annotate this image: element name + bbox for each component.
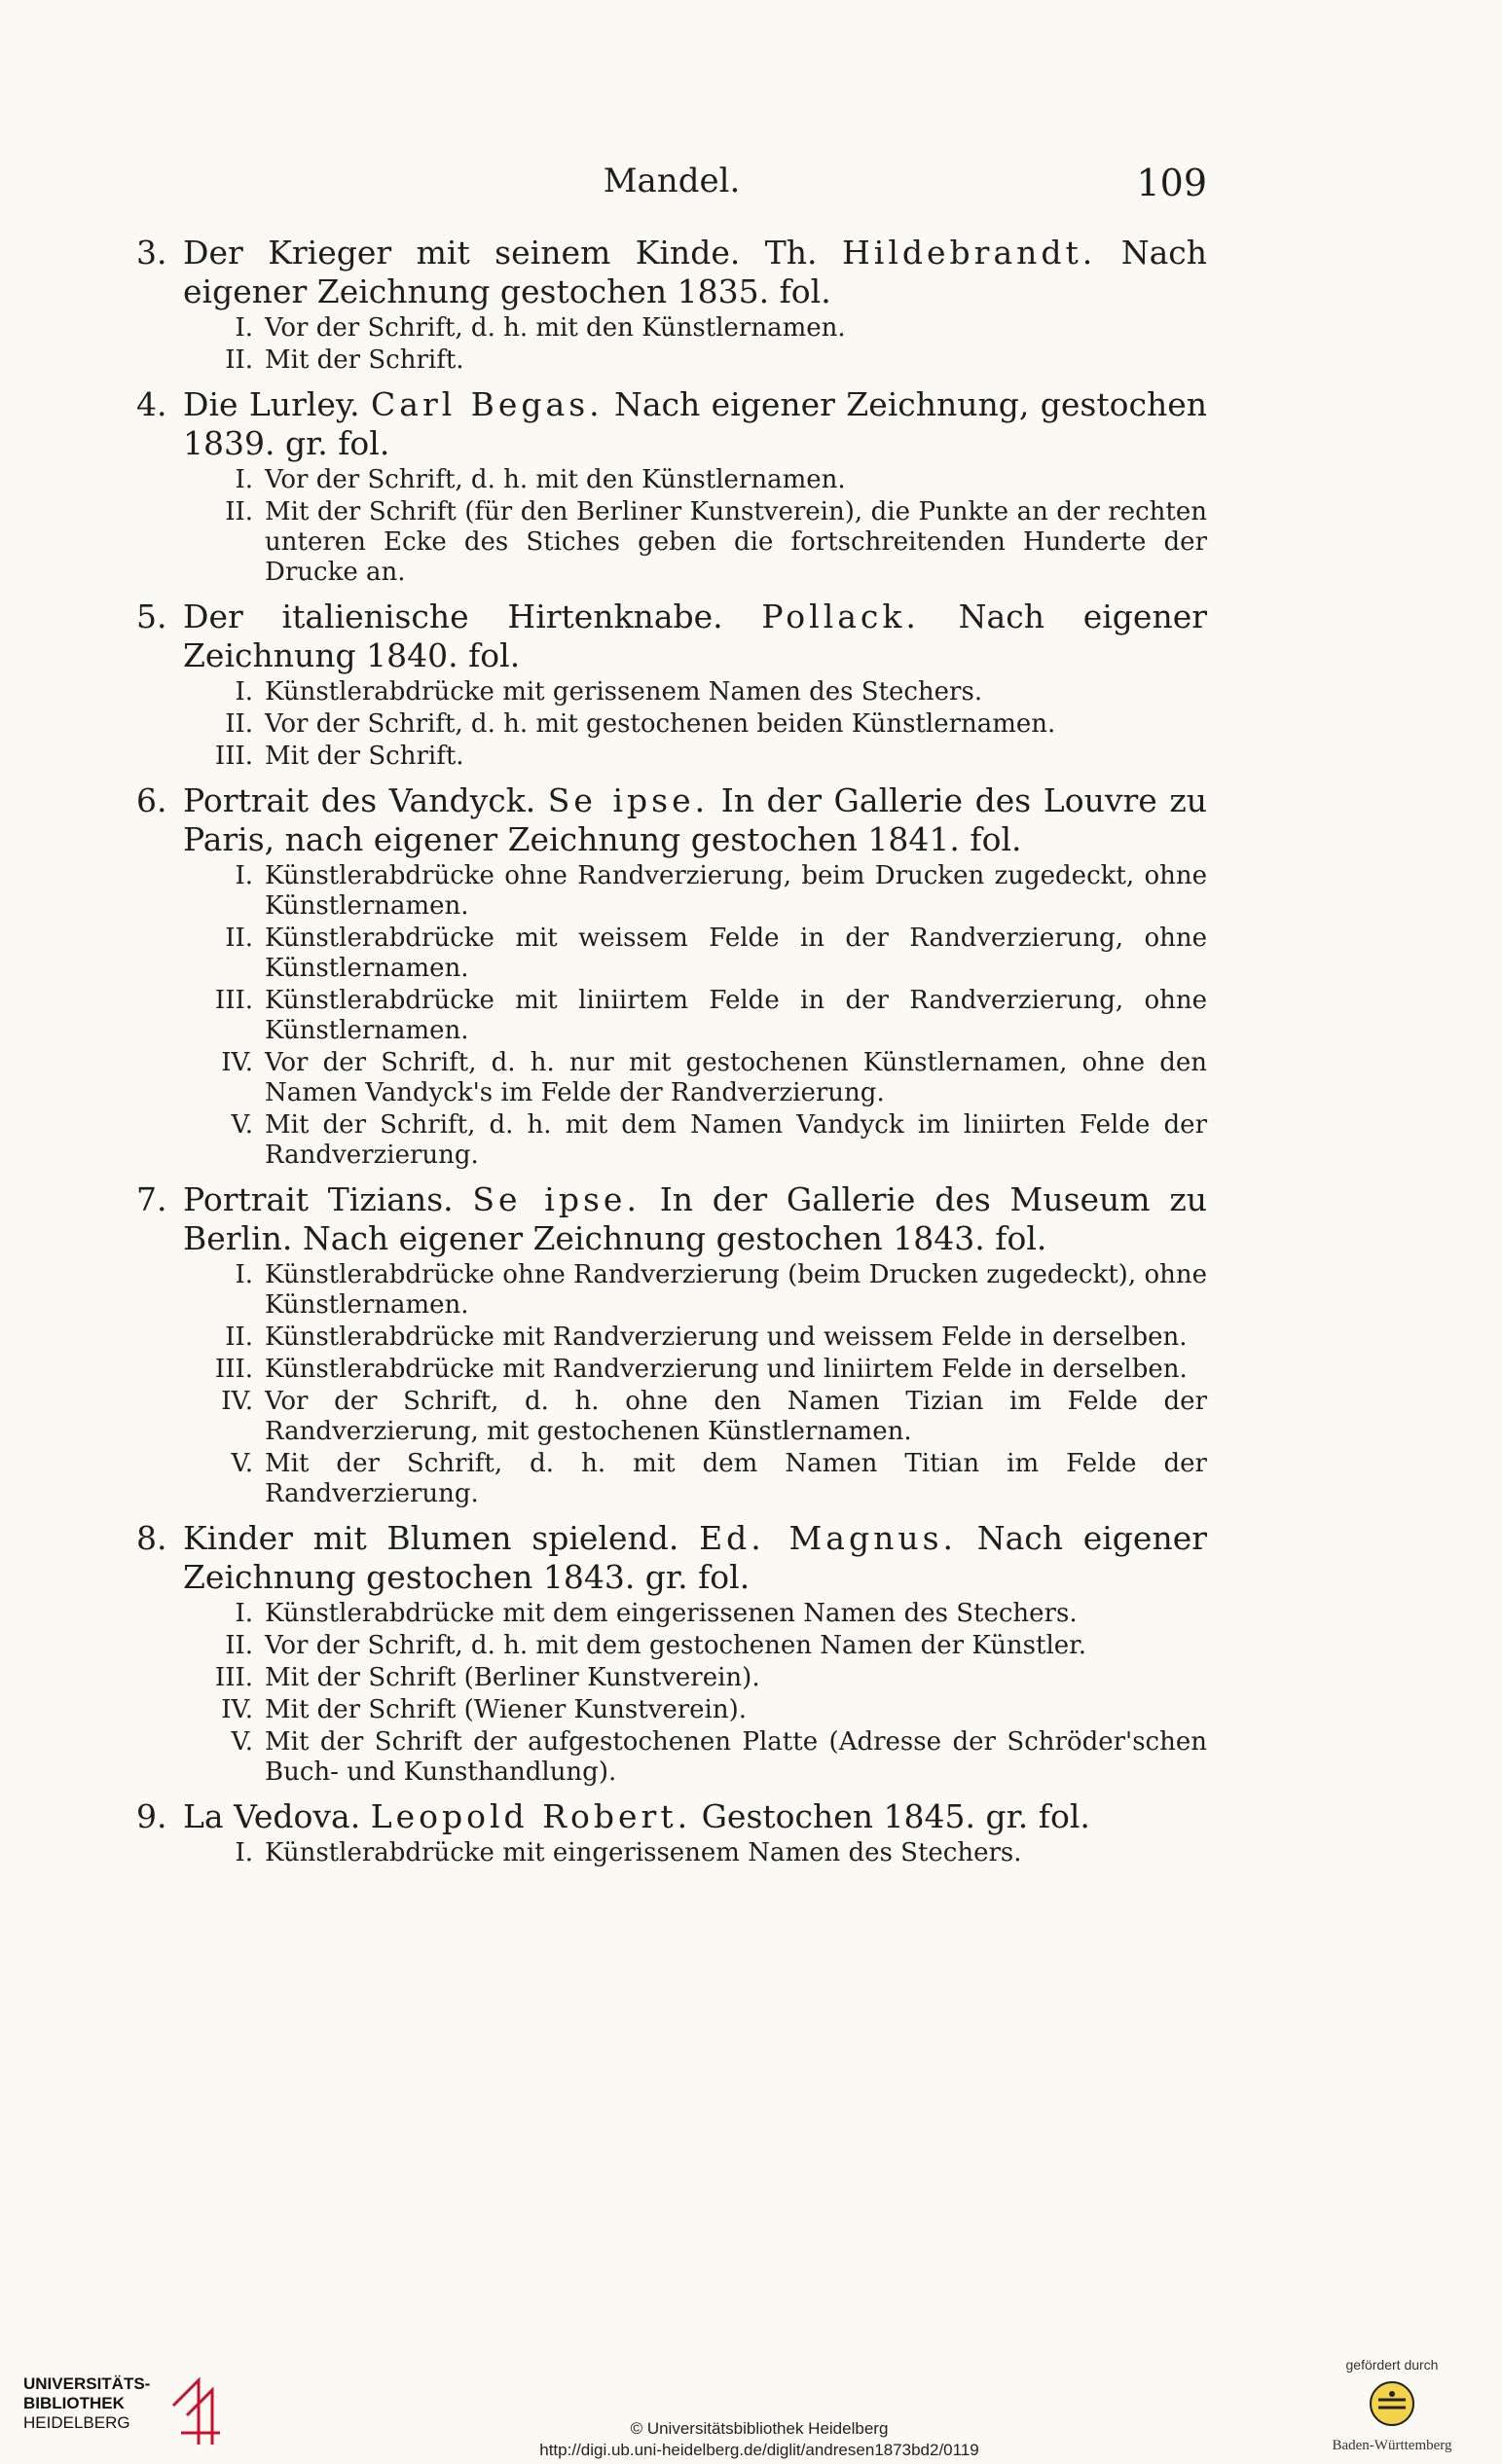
state-text: Künstlerabdrücke mit Randverzierung und liniirtem Felde in derselben. (265, 1355, 1188, 1384)
artist-name: Se ipse. (472, 1180, 641, 1218)
state-item (195, 1727, 1207, 1788)
running-title: Mandel. (603, 162, 741, 200)
state-text: Künstlerabdrücke mit liniirtem Felde in der Randverzierung, ohne Künstlernamen. (265, 986, 1207, 1045)
state-number: I. (235, 1599, 253, 1628)
catalogue-entry (136, 234, 1207, 376)
entry-number: 3. (136, 234, 167, 272)
state-text: Mit der Schrift (Berliner Kunstverein). (265, 1663, 760, 1692)
state-text: Vor der Schrift, d. h. mit dem gestochenen Namen der Künstler. (265, 1631, 1087, 1660)
state-list (195, 313, 1207, 376)
state-text: Mit der Schrift (für den Berliner Kunstverein), die Punkte an der rechten unteren Ecke des Stiches geben die fortschreitenden Hunderte der Drucke an. (265, 497, 1207, 587)
state-number: II. (225, 1323, 253, 1352)
state-text: Mit der Schrift. (265, 345, 464, 375)
entry-number: 5. (136, 598, 167, 635)
catalogue-entry (136, 781, 1207, 1171)
state-text: Vor der Schrift, d. h. nur mit gestochenen Künstlernamen, ohne den Namen Vandyck's im Felde der Randverzierung. (265, 1048, 1207, 1107)
state-number: IV. (221, 1387, 253, 1416)
state-number: V. (231, 1110, 253, 1140)
state-number: I. (235, 677, 253, 707)
state-item (195, 677, 1207, 707)
funder-name: Baden-Württemberg (1332, 2438, 1452, 2453)
entry-number: 6. (136, 781, 167, 819)
state-text: Künstlerabdrücke mit weissem Felde in der Randverzierung, ohne Künstlernamen. (265, 924, 1207, 983)
catalogue-entries (136, 234, 1207, 1878)
state-text: Künstlerabdrücke mit gerissenem Namen des Stechers. (265, 677, 983, 707)
artist-name: Leopold Robert. (370, 1797, 692, 1835)
entry-number: 7. (136, 1180, 167, 1218)
state-item (195, 742, 1207, 772)
funder-block (1304, 2357, 1480, 2454)
state-number: III. (214, 986, 253, 1015)
state-list (195, 465, 1207, 588)
title-segment: Kinder mit Blumen spielend. (183, 1519, 700, 1557)
title-segment: La Vedova. (183, 1797, 371, 1835)
state-text: Mit der Schrift, d. h. mit dem Namen Vandyck im liniirten Felde der Randverzierung. (265, 1110, 1207, 1170)
page-number: 109 (1136, 162, 1207, 204)
state-number: I. (235, 313, 253, 343)
state-list (195, 677, 1207, 772)
entry-title-text (183, 781, 1207, 859)
state-number: III. (214, 1663, 253, 1692)
state-number: IV. (221, 1695, 253, 1724)
artist-name: Pollack. (761, 598, 920, 635)
title-segment: Gestochen 1845. gr. fol. (691, 1797, 1090, 1835)
state-item (195, 465, 1207, 495)
state-number: I. (235, 465, 253, 494)
title-segment: Portrait des Vandyck. (183, 781, 548, 819)
state-item (195, 313, 1207, 344)
entry-title-text (183, 1519, 1207, 1597)
state-number: II. (225, 497, 253, 526)
state-number: II. (225, 1631, 253, 1660)
state-number: II. (225, 709, 253, 739)
entry-title-text (183, 385, 1207, 463)
title-segment: Die Lurley. (183, 385, 372, 423)
state-number: II. (225, 924, 253, 953)
copyright-line: © Universitätsbibliothek Heidelberg (630, 2419, 889, 2438)
state-number: III. (214, 1355, 253, 1384)
state-item (195, 497, 1207, 588)
state-number: IV. (221, 1048, 253, 1077)
digitization-credit (448, 2418, 1071, 2461)
state-list (195, 861, 1207, 1171)
state-text: Vor der Schrift, d. h. ohne den Namen Tizian im Felde der Randverzierung, mit gestochenen Künstlernamen. (265, 1387, 1207, 1446)
state-item (195, 1110, 1207, 1171)
state-item (195, 1260, 1207, 1321)
entry-title-text (183, 1797, 1207, 1836)
title-segment: Nach eigener Zeichnung gestochen 1843. gr. fol. (183, 1519, 1207, 1596)
source-url[interactable]: http://digi.ub.uni-heidelberg.de/diglit/andresen1873bd2/0119 (539, 2441, 979, 2459)
state-text: Vor der Schrift, d. h. mit den Künstlernamen. (265, 465, 846, 494)
state-number: I. (235, 1260, 253, 1289)
state-item (195, 1663, 1207, 1693)
state-list (195, 1260, 1207, 1509)
title-segment: In der Gallerie des Museum zu Berlin. Nach eigener Zeichnung gestochen 1843. fol. (183, 1180, 1207, 1257)
state-crest-icon (1367, 2378, 1417, 2429)
artist-name: Se ipse. (547, 781, 710, 819)
library-emblem-icon (169, 2376, 224, 2448)
state-list (195, 1599, 1207, 1788)
title-segment: Der italienische Hirtenknabe. (183, 598, 762, 635)
entry-title-text (183, 598, 1207, 675)
state-number: III. (214, 742, 253, 771)
artist-name: Hildebrandt. (842, 234, 1097, 272)
state-text: Mit der Schrift der aufgestochenen Platte (Adresse der Schröder'schen Buch- und Kunsthandlung). (265, 1727, 1207, 1787)
state-text: Künstlerabdrücke ohne Randverzierung, beim Drucken zugedeckt, ohne Künstlernamen. (265, 861, 1207, 921)
entry-title (136, 1519, 1207, 1597)
state-number: II. (225, 345, 253, 375)
entry-title (136, 781, 1207, 859)
state-list (195, 1838, 1207, 1868)
artist-name: Ed. Magnus. (699, 1519, 957, 1557)
state-number: I. (235, 861, 253, 890)
state-text: Mit der Schrift (Wiener Kunstverein). (265, 1695, 748, 1724)
entry-title (136, 598, 1207, 675)
state-text: Künstlerabdrücke mit Randverzierung und weissem Felde in derselben. (265, 1323, 1188, 1352)
state-item (195, 986, 1207, 1046)
state-text: Künstlerabdrücke mit dem eingerissenen Namen des Stechers. (265, 1599, 1078, 1628)
state-item (195, 1355, 1207, 1385)
state-number: V. (231, 1449, 253, 1478)
state-item (195, 1048, 1207, 1108)
title-segment: Portrait Tizians. (183, 1180, 473, 1218)
catalogue-entry (136, 598, 1207, 772)
library-name: UNIVERSITÄTS- BIBLIOTHEK HEIDELBERG (23, 2374, 151, 2432)
entry-title-text (183, 1180, 1207, 1258)
running-header (136, 162, 1207, 210)
state-text: Mit der Schrift, d. h. mit dem Namen Titian im Felde der Randverzierung. (265, 1449, 1207, 1508)
state-text: Vor der Schrift, d. h. mit den Künstlernamen. (265, 313, 846, 343)
catalogue-entry (136, 1797, 1207, 1868)
state-item (195, 345, 1207, 376)
state-text: Künstlerabdrücke ohne Randverzierung (beim Drucken zugedeckt), ohne Künstlernamen. (265, 1260, 1207, 1320)
entry-title (136, 234, 1207, 311)
funded-label: gefördert durch (1345, 2357, 1439, 2373)
state-text: Vor der Schrift, d. h. mit gestochenen beiden Künstlernamen. (265, 709, 1056, 739)
state-number: V. (231, 1727, 253, 1757)
entry-title (136, 1180, 1207, 1258)
state-item (195, 709, 1207, 740)
state-item (195, 924, 1207, 984)
state-number: I. (235, 1838, 253, 1867)
title-segment: Nach eigener Zeichnung gestochen 1835. fol. (183, 234, 1207, 310)
state-item (195, 1323, 1207, 1353)
state-item (195, 1599, 1207, 1629)
entry-number: 8. (136, 1519, 167, 1557)
state-item (195, 1695, 1207, 1725)
title-segment: Nach eigener Zeichnung, gestochen 1839. gr. fol. (183, 385, 1208, 462)
state-item (195, 1838, 1207, 1868)
library-logo (23, 2374, 228, 2452)
state-item (195, 1449, 1207, 1509)
state-item (195, 1387, 1207, 1447)
title-segment: Der Krieger mit seinem Kinde. Th. (183, 234, 842, 272)
entry-title (136, 1797, 1207, 1836)
catalogue-entry (136, 1180, 1207, 1509)
state-text: Mit der Schrift. (265, 742, 464, 771)
entry-number: 9. (136, 1797, 167, 1835)
title-segment: Nach eigener Zeichnung 1840. fol. (183, 598, 1208, 674)
catalogue-entry (136, 385, 1207, 588)
title-segment: In der Gallerie des Louvre zu Paris, nach eigener Zeichnung gestochen 1841. fol. (183, 781, 1207, 858)
state-text: Künstlerabdrücke mit eingerissenem Namen des Stechers. (265, 1838, 1022, 1867)
state-item (195, 861, 1207, 922)
entry-title (136, 385, 1207, 463)
artist-name: Carl Begas. (371, 385, 604, 423)
state-item (195, 1631, 1207, 1661)
catalogue-entry (136, 1519, 1207, 1788)
entry-title-text (183, 234, 1207, 311)
entry-number: 4. (136, 385, 167, 423)
